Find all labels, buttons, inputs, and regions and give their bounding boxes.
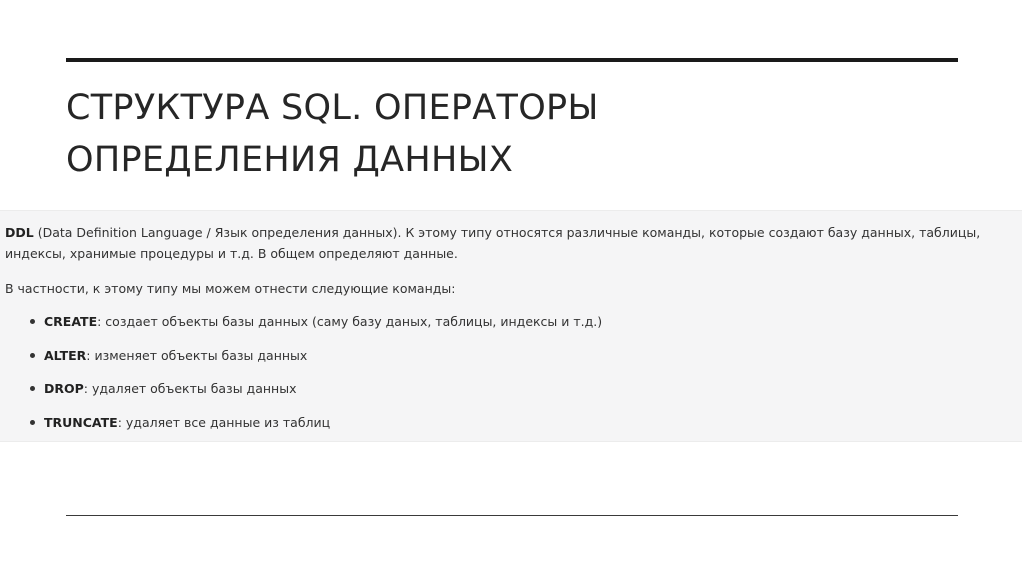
ddl-term: DDL [5,225,34,240]
command-item-create [0,311,602,345]
command-item-alter [0,345,602,379]
slide-title-line-1: СТРУКТУРА SQL. ОПЕРАТОРЫ [66,88,599,128]
title-top-divider [66,58,958,62]
command-name: ALTER [44,347,87,363]
ddl-intro-text-1: (Data Definition Language / Язык определения данных). К этому типу относятся различные команды, которые создают базу данных, таблицы, [33,225,981,240]
command-description: : удаляет все данные из таблиц [117,414,331,430]
bullet-icon [30,386,35,391]
bullet-icon [30,319,35,324]
slide-title [66,82,958,186]
ddl-intro-paragraph [5,222,1015,264]
footer-divider [66,515,958,516]
command-description: : удаляет объекты базы данных [83,381,297,396]
commands-subheading: В частности, к этому типу мы можем отнести следующие команды: [5,281,456,296]
bullet-icon [30,353,35,358]
slide-title-line-2: ОПРЕДЕЛЕНИЯ ДАННЫХ [66,140,514,180]
command-description: : создает объекты базы данных (саму базу даных, таблицы, индексы и т.д.) [97,314,603,329]
command-name: DROP [44,381,84,396]
command-item-truncate [0,412,602,446]
command-description: : изменяет объекты базы данных [86,347,308,363]
ddl-command-list [0,311,602,445]
bullet-icon [30,420,35,425]
command-name: CREATE [44,314,98,329]
ddl-description-panel [0,210,1022,442]
ddl-intro-text-2: индексы, хранимые процедуры и т.д. В общем определяют данные. [5,246,458,261]
command-name: TRUNCATE [44,414,118,430]
command-item-drop [0,378,602,412]
